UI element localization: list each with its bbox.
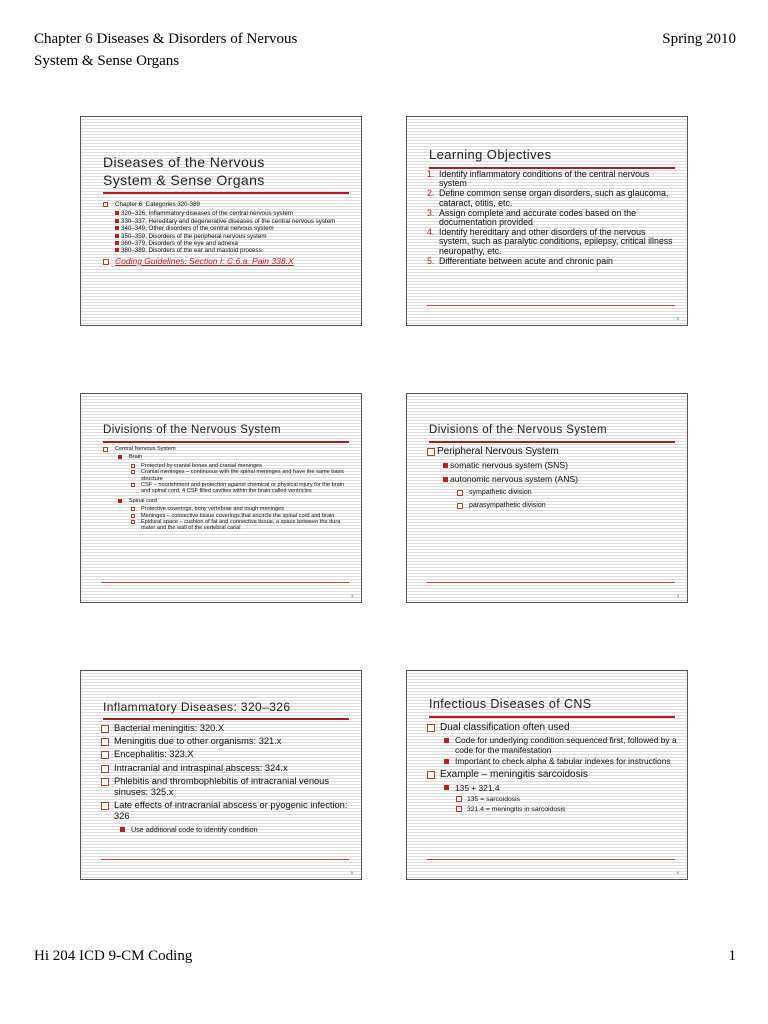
filled-square-bullet-icon [443, 477, 448, 482]
list-item: somatic nervous system (SNS) [427, 460, 677, 471]
hollow-square-bullet-icon [101, 778, 109, 786]
list-item: 340–349, Other disorders of the central nervous system [101, 225, 351, 232]
slide-bullet-list [427, 446, 677, 511]
page-number: 1 [728, 948, 736, 964]
hollow-square-bullet-icon [456, 806, 462, 812]
list-item: Encephalitis: 323.X [101, 749, 351, 760]
item-number: 4. [427, 227, 435, 238]
list-item: 5. Differentiate between acute and chronic pain [427, 255, 613, 266]
footer-rule [427, 859, 675, 860]
list-item: CSF – nourishment and protection against chemical or physical injury for the brain and spinal cord, 4 CSF filled cavities within the brain called ventricles [101, 482, 351, 495]
hollow-square-bullet-icon [131, 470, 135, 474]
title-rule [103, 441, 349, 443]
title-rule [429, 716, 675, 718]
hollow-square-bullet-icon [101, 802, 109, 810]
list-item: Late effects of intracranial abscess or pyogenic infection: 326 [101, 800, 351, 822]
slide-page-number: 4 [676, 593, 679, 598]
filled-square-bullet-icon [115, 211, 119, 215]
list-item: 320–326, Inflammatory diseases of the central nervous system [101, 210, 351, 217]
list-item: Central Nervous System [101, 446, 351, 452]
list-item: Intracranial and intraspinal abscess: 324.x [101, 763, 351, 774]
filled-square-bullet-icon [444, 738, 449, 743]
slide-5 [80, 670, 362, 880]
list-item: Meningitis due to other organisms: 321.x [101, 736, 351, 747]
list-item: Protected by cranial bones and cranial meninges [101, 463, 351, 469]
hollow-square-bullet-icon [101, 738, 109, 746]
slide-page-number: 2 [676, 316, 679, 321]
slide-6 [406, 670, 688, 880]
slide-1 [80, 116, 362, 326]
slide-bullet-list [101, 201, 351, 266]
coding-guidelines-link[interactable]: Coding Guidelines: Section I: C.6.a. Pain 338.X [101, 257, 351, 266]
hollow-square-bullet-icon [103, 202, 108, 207]
slide-title: Infectious Diseases of CNS [429, 697, 592, 711]
list-item: Epidural space – cushion of fat and connective tissue, a space between the dura mater and the wall of the vertebral canal [101, 519, 351, 532]
slide-2 [406, 116, 688, 326]
list-item: parasympathetic division [427, 501, 677, 511]
slide-title: Learning Objectives [429, 147, 552, 162]
list-item: Important to check alpha & tabular indexes for instructions [427, 757, 677, 767]
slide-title: Divisions of the Nervous System [103, 424, 281, 436]
footer-rule [427, 582, 675, 583]
list-item: 135 + 321.4 [427, 783, 677, 793]
hollow-square-bullet-icon [101, 751, 109, 759]
hollow-square-bullet-icon [131, 483, 135, 487]
hollow-square-bullet-icon [131, 520, 135, 524]
filled-square-bullet-icon [118, 499, 122, 503]
slide-bullet-list [101, 446, 351, 532]
title-rule [103, 718, 349, 720]
list-item: 3. Assign complete and accurate codes based on the documentation provided [427, 207, 637, 228]
list-item: 360–379, Disorders of the eye and adnexa [101, 240, 351, 247]
hollow-square-bullet-icon [457, 503, 463, 509]
list-item: 380–389, Disorders of the ear and mastoid process [101, 247, 351, 254]
filled-square-bullet-icon [115, 226, 119, 230]
footer-rule [101, 859, 349, 860]
list-item: Peripheral Nervous System [427, 446, 677, 458]
filled-square-bullet-icon [115, 234, 119, 238]
list-item: 350–359, Disorders of the peripheral nervous system [101, 233, 351, 240]
hollow-square-bullet-icon [103, 259, 109, 265]
list-item: Cranial meninges – continuous with the spinal meninges and have the same basic structure [101, 469, 351, 482]
list-item: 4. Identify hereditary and other disorders of the nervous system, such as paralytic conditions, epilepsy, critical illness neuropathy, etc. [427, 227, 673, 256]
filled-square-bullet-icon [444, 759, 449, 764]
semester-label: Spring 2010 [662, 31, 736, 47]
slide-3 [80, 393, 362, 603]
hollow-square-bullet-icon [131, 514, 135, 518]
list-item: Dual classification often used [427, 722, 677, 734]
slide-page-number: 6 [676, 870, 679, 875]
footer-rule [101, 582, 349, 583]
chapter-title-line2: System & Sense Organs [34, 53, 180, 69]
filled-square-bullet-icon [115, 248, 119, 252]
list-item: Code for underlying condition sequenced first, followed by a code for the manifestation [427, 736, 677, 755]
hollow-square-bullet-icon [103, 447, 108, 452]
list-item: Bacterial meningitis: 320.X [101, 723, 351, 734]
chapter-title-line1: Chapter 6 Diseases & Disorders of Nervous [34, 31, 298, 47]
footer-rule [427, 305, 675, 306]
filled-square-bullet-icon [115, 241, 119, 245]
list-item: 330–337, Hereditary and degenerative diseases of the central nervous system [101, 218, 351, 225]
hollow-square-bullet-icon [131, 464, 135, 468]
course-footer: Hi 204 ICD 9-CM Coding [34, 948, 193, 964]
list-item: autonomic nervous system (ANS) [427, 474, 677, 485]
document-header-title [34, 28, 364, 72]
list-item: Meninges – connective tissue coverings that encircle the spinal cord and brain [101, 513, 351, 519]
item-number: 2. [427, 188, 435, 199]
hollow-square-bullet-icon [101, 765, 109, 773]
hollow-square-bullet-icon [456, 796, 462, 802]
hollow-square-bullet-icon [427, 448, 435, 456]
list-item: 321.4 = meningitis in sarcoidosis [427, 805, 677, 814]
hollow-square-bullet-icon [427, 771, 435, 779]
list-item: Brain [101, 454, 351, 460]
list-item: sympathetic division [427, 488, 677, 498]
list-item: 2. Define common sense organ disorders, such as glaucoma, cataract, otitis, etc. [427, 188, 669, 208]
slide-bullet-list [101, 723, 351, 834]
slide-4 [406, 393, 688, 603]
list-item: Spinal cord [101, 498, 351, 504]
list-item: 1. Identify inflammatory conditions of the central nervous system [427, 169, 650, 189]
filled-square-bullet-icon [120, 827, 125, 832]
slide-title: Inflammatory Diseases: 320–326 [103, 700, 291, 714]
slide-title: Divisions of the Nervous System [429, 424, 607, 436]
filled-square-bullet-icon [444, 785, 449, 790]
item-number: 5. [427, 255, 435, 266]
slide-page-number: 5 [350, 870, 353, 875]
slide-bullet-list [427, 722, 677, 814]
slide-title-line1: Diseases of the Nervous [103, 154, 265, 170]
list-item: Example – meningitis sarcoidosis [427, 769, 677, 781]
list-item: Protective coverings, bony vertebrae and tough meninges [101, 506, 351, 512]
item-number: 3. [427, 207, 435, 218]
numbered-objectives-list [427, 170, 677, 266]
item-number: 1. [427, 169, 435, 179]
hollow-square-bullet-icon [457, 490, 463, 496]
list-item: Phlebitis and thrombophlebitis of intracranial venous sinuses: 325.x [101, 776, 351, 798]
filled-square-bullet-icon [118, 455, 122, 459]
title-rule [429, 441, 675, 443]
slide-title [103, 153, 349, 189]
title-rule [103, 192, 349, 194]
list-item: Chapter 6: Categories 320-389 [101, 201, 351, 208]
hollow-square-bullet-icon [427, 724, 435, 732]
filled-square-bullet-icon [115, 219, 119, 223]
hollow-square-bullet-icon [131, 507, 135, 511]
hollow-square-bullet-icon [101, 725, 109, 733]
list-item: 135 = sarcoidosis [427, 795, 677, 804]
list-item: Use additional code to identify condition [101, 825, 351, 834]
slide-title-line2: System & Sense Organs [103, 172, 265, 188]
slide-page-number: 3 [350, 593, 353, 598]
filled-square-bullet-icon [443, 463, 448, 468]
